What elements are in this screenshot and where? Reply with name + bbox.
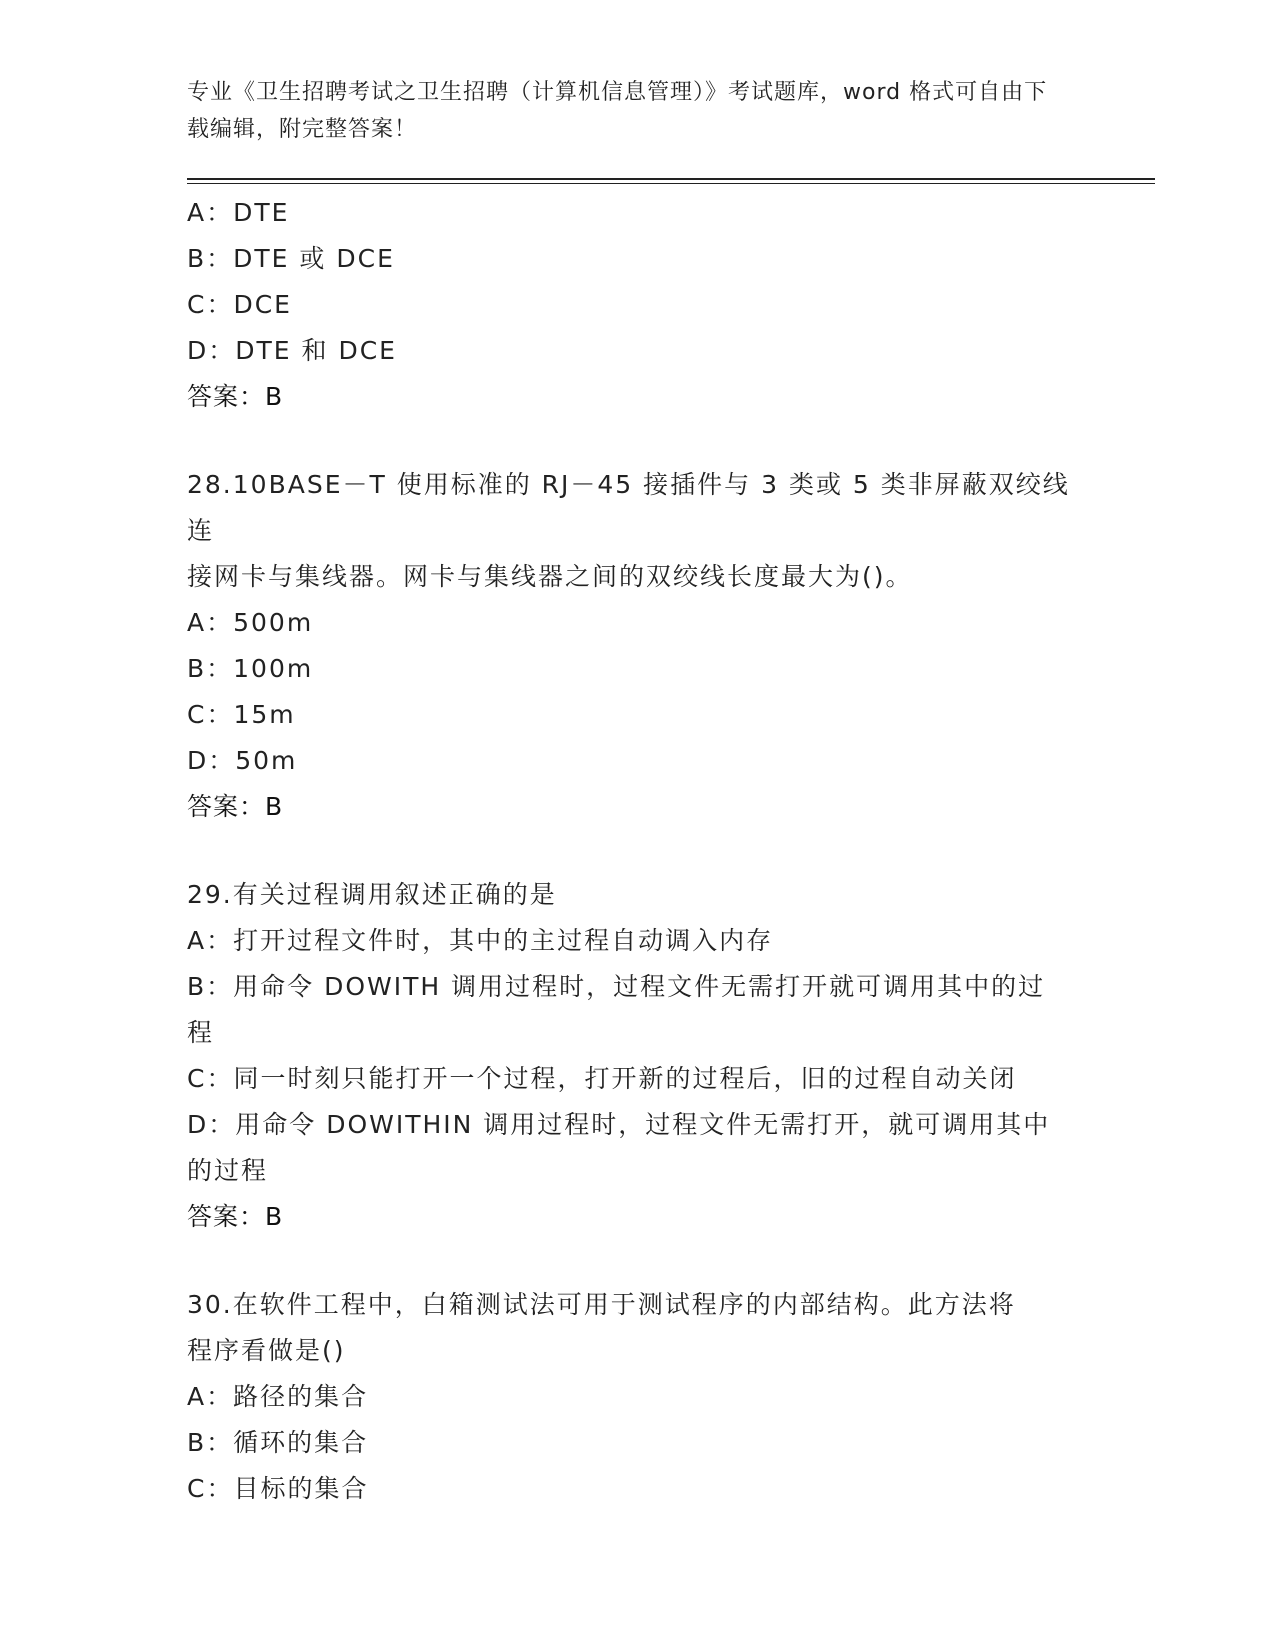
answer: 答案：B	[187, 382, 284, 411]
answer: 答案：B	[187, 792, 284, 821]
question-29	[187, 872, 1087, 1240]
option-c: C：同一时刻只能打开一个过程，打开新的过程后，旧的过程自动关闭	[187, 1064, 1017, 1093]
question-stem: 29.有关过程调用叙述正确的是	[187, 880, 557, 909]
option-b: B：用命令 DOWITH 调用过程时，过程文件无需打开就可调用其中的过	[187, 972, 1046, 1001]
question-content	[187, 190, 1087, 1512]
document-header: 专业《卫生招聘考试之卫生招聘（计算机信息管理）》考试题库，word 格式可自由下载编辑，附完整答案！	[187, 80, 1048, 142]
header-rule-thick	[187, 178, 1155, 180]
option-b: B：100m	[187, 654, 314, 683]
answer: 答案：B	[187, 1202, 284, 1231]
header-rule-thin	[187, 183, 1155, 184]
prev-question	[187, 190, 1087, 420]
option-d: D：50m	[187, 746, 298, 775]
option-b: B：循环的集合	[187, 1428, 369, 1457]
option-a: A：打开过程文件时，其中的主过程自动调入内存	[187, 926, 774, 955]
option-d: D：DTE 和 DCE	[187, 336, 397, 365]
option-b: B：DTE 或 DCE	[187, 244, 395, 273]
option-d-continued: 的过程	[187, 1156, 269, 1185]
option-d: D：用命令 DOWITHIN 调用过程时，过程文件无需打开，就可调用其中	[187, 1110, 1051, 1139]
question-30	[187, 1282, 1087, 1512]
question-stem-continued: 程序看做是()	[187, 1336, 346, 1365]
question-stem-continued: 接网卡与集线器。网卡与集线器之间的双绞线长度最大为()。	[187, 562, 913, 591]
option-c: C：15m	[187, 700, 296, 729]
option-a: A：路径的集合	[187, 1382, 369, 1411]
option-c: C：目标的集合	[187, 1474, 369, 1503]
option-a: A：DTE	[187, 198, 290, 227]
question-stem: 28.10BASE－T 使用标准的 RJ－45 接插件与 3 类或 5 类非屏蔽双绞线连	[187, 470, 1070, 545]
question-28	[187, 462, 1087, 830]
question-stem: 30.在软件工程中，白箱测试法可用于测试程序的内部结构。此方法将	[187, 1290, 1016, 1319]
option-c: C：DCE	[187, 290, 292, 319]
option-b-continued: 程	[187, 1018, 215, 1047]
option-a: A：500m	[187, 608, 314, 637]
